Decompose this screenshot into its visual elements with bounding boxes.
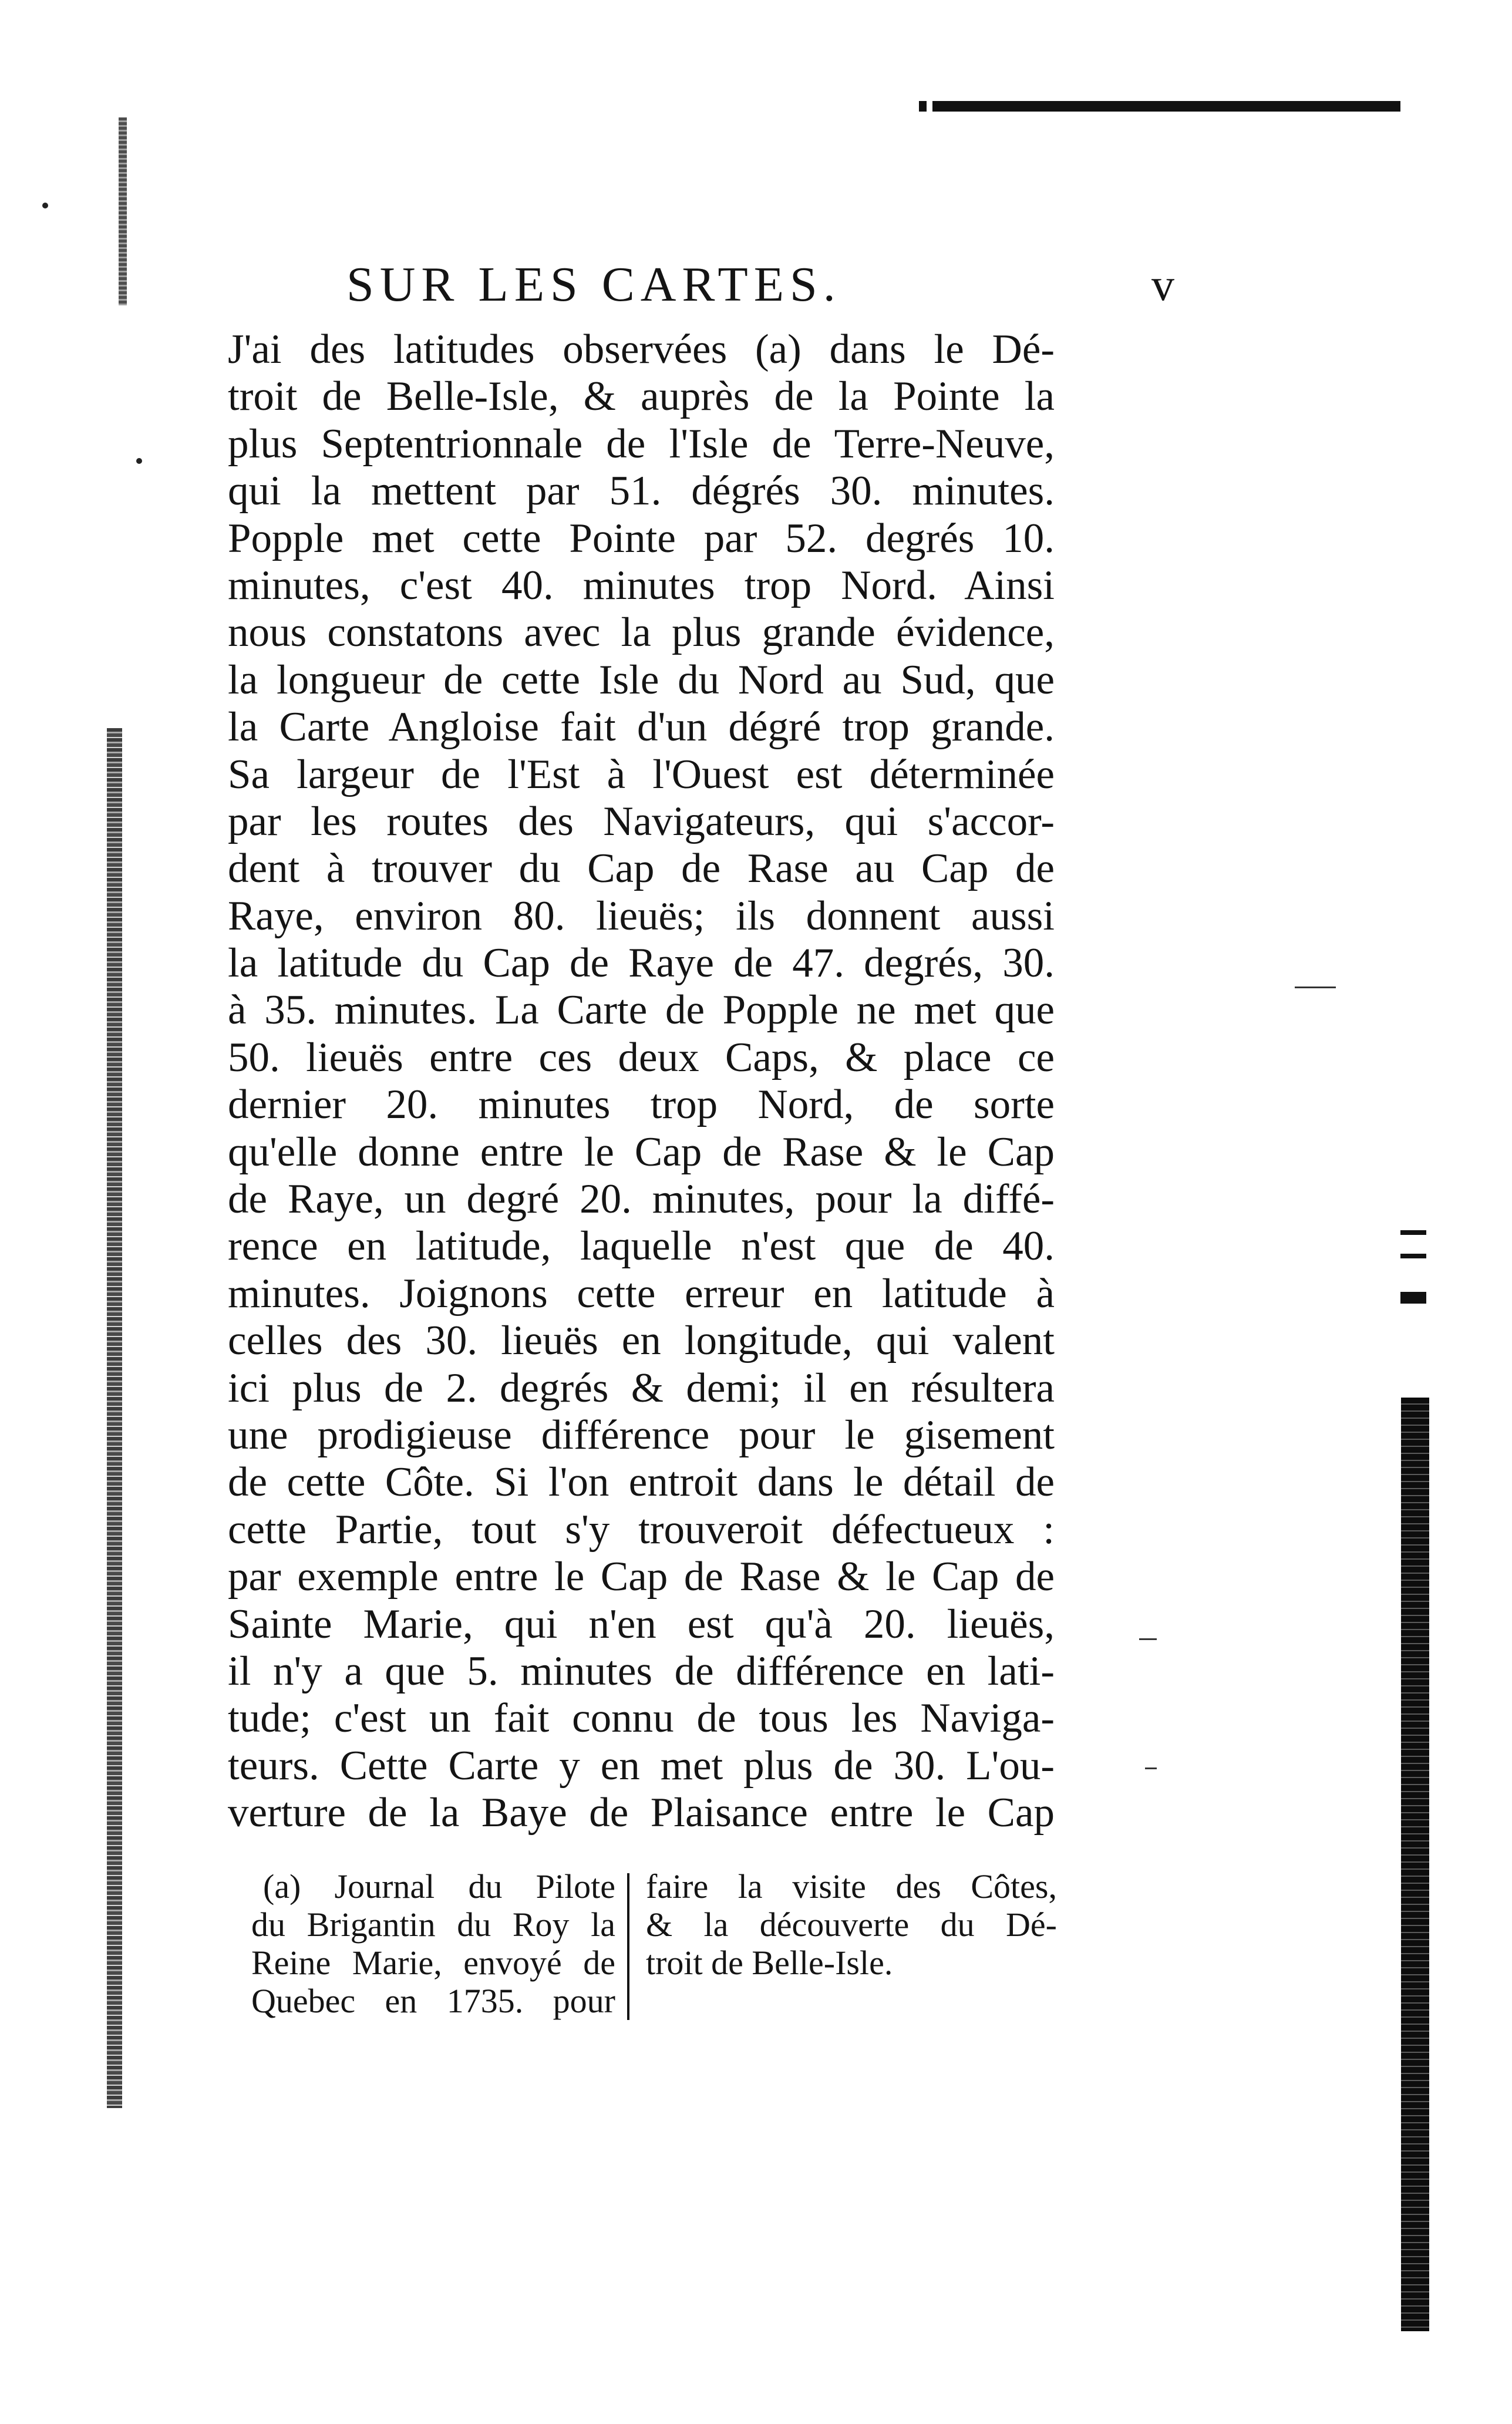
footnote — [228, 1867, 1055, 2026]
edge-shadow-bar — [1401, 1398, 1429, 2331]
footnote-line: & la découverte du Dé- — [646, 1905, 1057, 1944]
body-text — [228, 326, 1055, 1837]
text-line: qui la mettent par 51. dégrés 30. minutes. — [228, 468, 1055, 514]
text-line: une prodigieuse différence pour le gisement — [228, 1412, 1055, 1458]
footnote-line: Reine Marie, envoyé de — [251, 1944, 615, 1982]
footnote-column-left — [251, 1867, 615, 2020]
page-folio: v — [1151, 259, 1174, 310]
text-line: la longueur de cette Isle du Nord au Sud, que — [228, 656, 1055, 703]
text-line: par les routes des Navigateurs, qui s'accor- — [228, 798, 1055, 844]
text-line: de cette Côte. Si l'on entroit dans le détail de — [228, 1459, 1055, 1506]
edge-mark — [1400, 1230, 1426, 1235]
text-line: nous constatons avec la plus grande évidence, — [228, 610, 1055, 656]
text-line: 50. lieuës entre ces deux Caps, & place ce — [228, 1034, 1055, 1080]
text-line: plus Septentrionnale de l'Isle de Terre-Neuve, — [228, 420, 1055, 467]
text-line: Popple met cette Pointe par 52. degrés 10. — [228, 515, 1055, 561]
footnote-line: Quebec en 1735. pour — [251, 1982, 615, 2020]
text-line: il n'y a que 5. minutes de différence en lati- — [228, 1648, 1055, 1694]
text-line: dernier 20. minutes trop Nord, de sorte — [228, 1082, 1055, 1128]
footnote-line: faire la visite des Côtes, — [646, 1867, 1057, 1905]
text-line: teurs. Cette Carte y en met plus de 30. L'ou- — [228, 1742, 1055, 1789]
text-line: la latitude du Cap de Raye de 47. degrés, 30. — [228, 940, 1055, 987]
text-line: Sa largeur de l'Est à l'Ouest est déterminée — [228, 751, 1055, 797]
footnote-line: du Brigantin du Roy la — [251, 1905, 615, 1944]
footnote-column-divider — [627, 1873, 629, 2020]
text-line: Raye, environ 80. lieuës; ils donnent aussi — [228, 893, 1055, 939]
ink-speck — [42, 203, 48, 208]
stray-mark — [1145, 1768, 1157, 1769]
text-line: verture de la Baye de Plaisance entre le Cap — [228, 1790, 1055, 1836]
stray-mark — [1139, 1638, 1157, 1640]
text-line: minutes, c'est 40. minutes trop Nord. Ainsi — [228, 562, 1055, 608]
footnote-line: troit de Belle-Isle. — [646, 1944, 893, 1982]
stray-mark — [1295, 987, 1336, 988]
gutter-shadow — [107, 728, 122, 2108]
text-line: celles des 30. lieuës en longitude, qui valent — [228, 1318, 1055, 1364]
footnote-line: (a) Journal du Pilote — [263, 1867, 615, 1905]
text-line: tude; c'est un fait connu de tous les Naviga- — [228, 1695, 1055, 1742]
text-line: à 35. minutes. La Carte de Popple ne met que — [228, 987, 1055, 1033]
text-line: la Carte Angloise fait d'un dégré trop grande. — [228, 704, 1055, 750]
text-line: ici plus de 2. degrés & demi; il en résultera — [228, 1365, 1055, 1411]
text-line: troit de Belle-Isle, & auprès de la Pointe la — [228, 373, 1055, 420]
text-line: qu'elle donne entre le Cap de Rase & le Cap — [228, 1129, 1055, 1175]
text-line: cette Partie, tout s'y trouveroit défectueux : — [228, 1506, 1055, 1553]
gutter-shadow-top — [119, 117, 127, 305]
text-line: minutes. Joignons cette erreur en latitude à — [228, 1270, 1055, 1317]
text-line: Sainte Marie, qui n'en est qu'à 20. lieuës, — [228, 1601, 1055, 1647]
text-line: dent à trouver du Cap de Rase au Cap de — [228, 846, 1055, 892]
ink-speck — [136, 458, 142, 464]
top-edge-rule-gap — [927, 99, 932, 114]
text-line: J'ai des latitudes observées (a) dans le Dé- — [228, 326, 1055, 372]
edge-mark — [1400, 1254, 1426, 1258]
text-line: rence en latitude, laquelle n'est que de 40. — [228, 1223, 1055, 1270]
text-line: de Raye, un degré 20. minutes, pour la diffé- — [228, 1176, 1055, 1223]
running-header — [346, 253, 1174, 317]
running-title: SUR LES CARTES. — [346, 257, 841, 312]
edge-mark — [1400, 1292, 1426, 1304]
top-edge-rule — [919, 101, 1400, 112]
text-line: par exemple entre le Cap de Rase & le Cap de — [228, 1554, 1055, 1600]
footnote-column-right — [646, 1867, 1057, 1982]
